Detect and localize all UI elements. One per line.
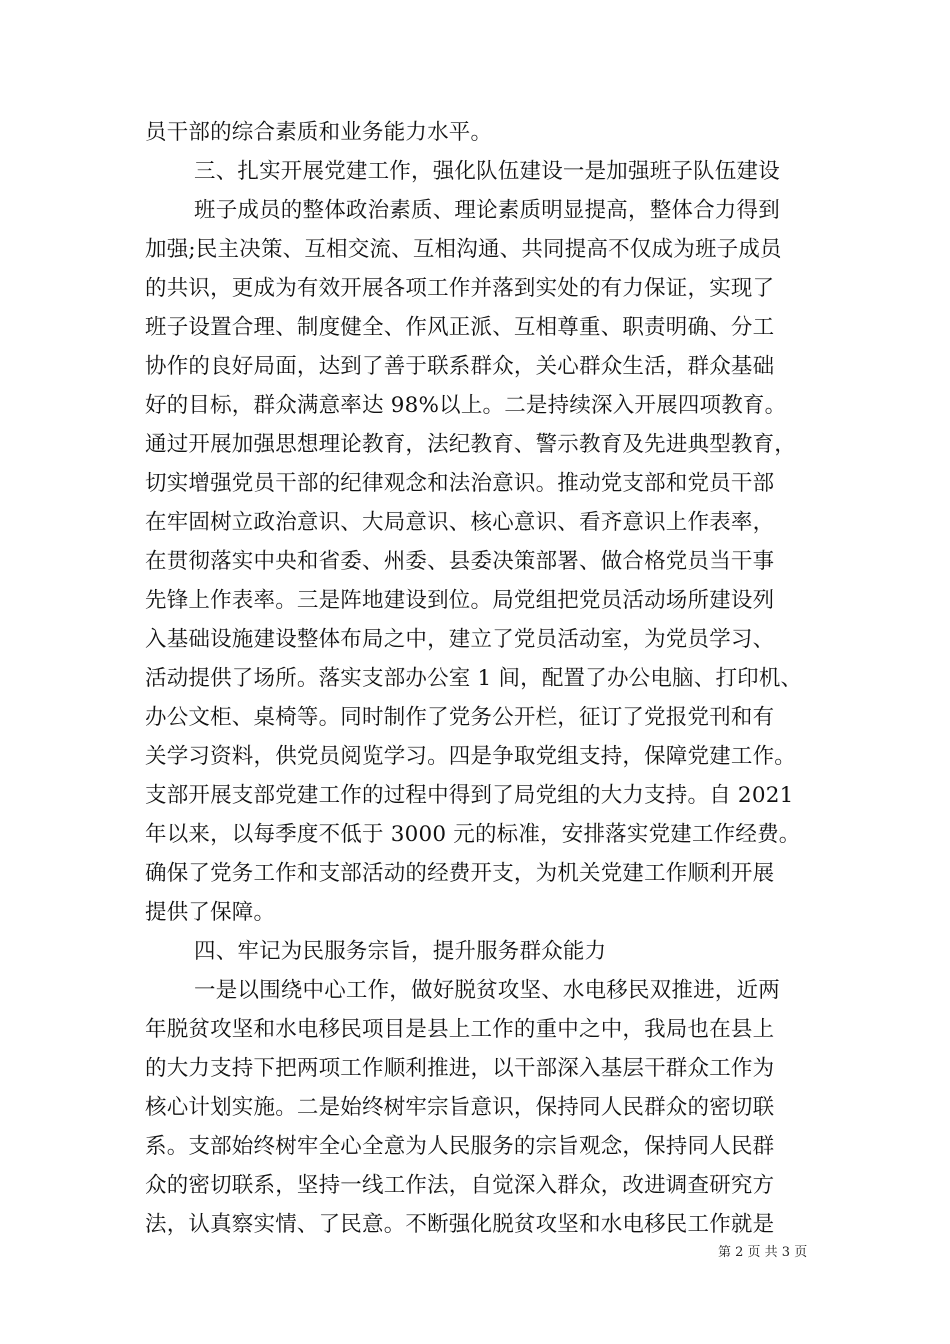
section-heading-4: 四、牢记为民服务宗旨，提升服务群众能力 <box>194 939 607 964</box>
body-text-line: 关学习资料，供党员阅览学习。四是争取党组支持，保障党建工作。 <box>145 744 797 769</box>
body-text-line: 在贯彻落实中央和省委、州委、县委决策部署、做合格党员当干事 <box>145 549 775 574</box>
body-text-line: 活动提供了场所。落实支部办公室 1 间，配置了办公电脑、打印机、 <box>145 666 803 691</box>
body-text-line: 的共识，更成为有效开展各项工作并落到实处的有力保证，实现了 <box>145 276 775 301</box>
body-text-line: 班子设置合理、制度健全、作风正派、互相尊重、职责明确、分工 <box>145 315 775 340</box>
body-text-line: 通过开展加强思想理论教育，法纪教育、警示教育及先进典型教育， <box>145 432 797 457</box>
body-text-line: 办公文柜、桌椅等。同时制作了党务公开栏，征订了党报党刊和有 <box>145 705 775 730</box>
body-text-line: 协作的良好局面，达到了善于联系群众，关心群众生活，群众基础 <box>145 354 775 379</box>
body-text-line: 支部开展支部党建工作的过程中得到了局党组的大力支持。自 2021 <box>145 783 794 808</box>
page-number: 第 2 页 共 3 页 <box>718 1245 808 1260</box>
body-text-line: 在牢固树立政治意识、大局意识、核心意识、看齐意识上作表率， <box>145 510 775 535</box>
body-text-line: 系。支部始终树牢全心全意为人民服务的宗旨观念，保持同人民群 <box>145 1134 775 1159</box>
body-text-line: 核心计划实施。二是始终树牢宗旨意识，保持同人民群众的密切联 <box>145 1095 775 1120</box>
body-text-line: 切实增强党员干部的纪律观念和法治意识。推动党支部和党员干部 <box>145 471 775 496</box>
body-text-line: 员干部的综合素质和业务能力水平。 <box>145 120 493 145</box>
body-text-line: 年脱贫攻坚和水电移民项目是县上工作的重中之中，我局也在县上 <box>145 1017 775 1042</box>
body-text-line: 加强;民主决策、互相交流、互相沟通、共同提高不仅成为班子成员 <box>145 237 782 262</box>
body-text-line: 众的密切联系，坚持一线工作法，自觉深入群众，改进调查研究方 <box>145 1173 775 1198</box>
section-heading-3: 三、扎实开展党建工作，强化队伍建设一是加强班子队伍建设 <box>194 159 780 184</box>
body-text-line: 提供了保障。 <box>145 900 276 925</box>
body-text-line: 的大力支持下把两项工作顺利推进，以干部深入基层干群众工作为 <box>145 1056 775 1081</box>
body-text-line: 入基础设施建设整体布局之中，建立了党员活动室，为党员学习、 <box>145 627 775 652</box>
body-text-line: 先锋上作表率。三是阵地建设到位。局党组把党员活动场所建设列 <box>145 588 775 613</box>
body-text-line: 班子成员的整体政治素质、理论素质明显提高，整体合力得到 <box>194 198 780 223</box>
body-text-line: 确保了党务工作和支部活动的经费开支，为机关党建工作顺利开展 <box>145 861 775 886</box>
body-text-line: 好的目标，群众满意率达 98%以上。二是持续深入开展四项教育。 <box>145 393 787 418</box>
body-text-line: 一是以围绕中心工作，做好脱贫攻坚、水电移民双推进，近两 <box>194 978 780 1003</box>
body-text-line: 年以来，以每季度不低于 3000 元的标准，安排落实党建工作经费。 <box>145 822 801 847</box>
body-text-line: 法，认真察实情、了民意。不断强化脱贫攻坚和水电移民工作就是 <box>145 1212 775 1237</box>
